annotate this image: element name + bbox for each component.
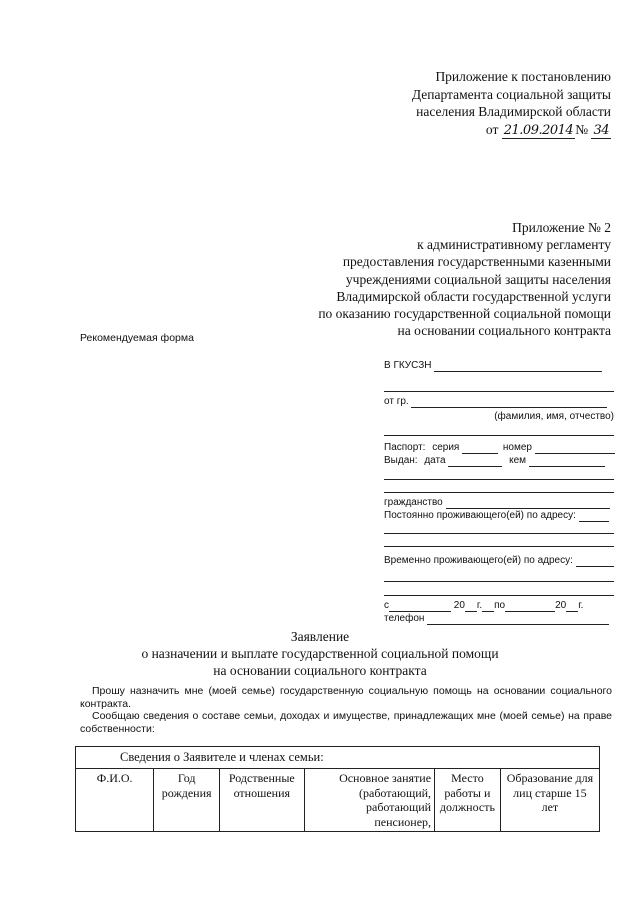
fio-note: (фамилия, имя, отчество) xyxy=(494,411,614,422)
to-label: В ГКУСЗН xyxy=(384,360,432,371)
table-section-row xyxy=(76,747,600,769)
issued-row xyxy=(384,454,614,467)
issued-by-cont-2[interactable] xyxy=(384,482,614,493)
date-label: дата xyxy=(424,455,446,466)
issued-by-field[interactable] xyxy=(529,456,605,467)
from-row xyxy=(384,395,614,408)
column-header: Ф.И.О. xyxy=(76,769,154,832)
period-to-year-field[interactable] xyxy=(566,601,578,612)
citizenship-field[interactable] xyxy=(446,498,610,509)
appendix2-line: по оказанию государственной социальной помощи xyxy=(318,306,611,322)
passport-label: Паспорт: xyxy=(384,442,426,453)
series-field[interactable] xyxy=(462,443,498,454)
fio-field[interactable] xyxy=(411,397,607,408)
issued-by-cont-1[interactable] xyxy=(384,469,614,480)
to-field[interactable] xyxy=(434,361,602,372)
appendix2-line: Владимирской области государственной услуги xyxy=(336,288,611,304)
period-to-label: по xyxy=(494,600,506,611)
appendix2-line: учреждениями социальной защиты населения xyxy=(345,271,611,287)
appendix-header xyxy=(291,68,611,139)
to-row xyxy=(384,359,614,372)
column-header: Год рождения xyxy=(154,769,220,832)
phone-field[interactable] xyxy=(427,614,609,625)
appendix2-line: предоставления государственными казенными xyxy=(342,254,611,270)
appendix2-line: Приложение № 2 xyxy=(512,220,611,235)
column-header: Образование для лиц старше 15 лет xyxy=(500,769,599,832)
citizenship-label: гражданство xyxy=(384,497,443,508)
citizenship-row xyxy=(384,496,614,509)
table-header-row xyxy=(76,769,600,832)
fio-field-cont[interactable] xyxy=(384,425,614,436)
family-info-table xyxy=(75,746,600,832)
permanent-row xyxy=(384,509,614,522)
title-line-1: Заявление xyxy=(290,629,350,644)
application-body xyxy=(80,685,612,735)
phone-row xyxy=(384,612,614,625)
issued-label: Выдан: xyxy=(384,455,418,466)
appendix-line-1: Приложение к постановлению xyxy=(435,69,611,84)
column-header: Место работы и должность xyxy=(435,769,501,832)
title-line-3: на основании социального контракта xyxy=(213,663,427,678)
number-label: номер xyxy=(502,442,532,453)
body-paragraph-2: Сообщаю сведения о составе семьи, доходах и имуществе, принадлежащих мне (моей семье) на праве собственности: xyxy=(80,710,612,735)
by-label: кем xyxy=(509,455,527,466)
column-header: Родственные отношения xyxy=(220,769,305,832)
handwritten-date: 21.09.2014 xyxy=(503,122,574,138)
date-prefix: от xyxy=(485,121,499,137)
column-header: Основное занятие (работающий, работающий пенсионер, xyxy=(304,769,434,832)
appendix-line-3: населения Владимирской области xyxy=(416,104,611,119)
issued-date-field[interactable] xyxy=(448,456,502,467)
permanent-address-cont-2[interactable] xyxy=(384,536,614,547)
title-line-2: о назначении и выплате государственной социальной помощи xyxy=(141,646,499,661)
body-paragraph-1: Прошу назначить мне (моей семье) государственную социальную помощь на основании социального контракта. xyxy=(80,685,612,710)
period-from-label: с xyxy=(384,600,389,611)
period-to-day-field[interactable] xyxy=(505,601,555,612)
table-section-title: Сведения о Заявителе и членах семьи: xyxy=(76,747,600,769)
appendix-line-2: Департамента социальной защиты xyxy=(411,86,611,102)
period-year-label: 20 xyxy=(453,600,465,611)
temporary-label: Временно проживающего(ей) по адресу: xyxy=(384,555,573,566)
appendix-date-line xyxy=(291,121,611,140)
document-title xyxy=(0,628,640,679)
to-field-cont[interactable] xyxy=(384,381,614,392)
recommended-form-label: Рекомендуемая форма xyxy=(80,332,194,344)
period-g-label-2: г. xyxy=(578,600,584,611)
temporary-address-cont-1[interactable] xyxy=(384,571,614,582)
period-from-day-field[interactable] xyxy=(389,601,451,612)
appendix2-line: к административному регламенту xyxy=(417,237,611,253)
passport-row xyxy=(384,441,614,454)
period-year-label-2: 20 xyxy=(555,600,567,611)
period-gap xyxy=(482,601,494,612)
regulation-appendix-header xyxy=(251,219,611,339)
phone-label: телефон xyxy=(384,613,425,624)
period-from-year-field[interactable] xyxy=(465,601,477,612)
permanent-label: Постоянно проживающего(ей) по адресу: xyxy=(384,510,576,521)
appendix2-line: на основании социального контракта xyxy=(397,323,611,339)
permanent-address-cont-1[interactable] xyxy=(384,523,614,534)
permanent-address-field[interactable] xyxy=(579,511,609,522)
temporary-address-cont-2[interactable] xyxy=(384,585,614,596)
temporary-row xyxy=(384,554,614,567)
applicant-form-block xyxy=(384,359,614,625)
temporary-address-field[interactable] xyxy=(576,556,614,567)
handwritten-number: 34 xyxy=(593,122,609,138)
series-label: серия xyxy=(432,442,460,453)
from-label: от гр. xyxy=(384,396,409,407)
number-field[interactable] xyxy=(535,443,615,454)
period-row xyxy=(384,599,614,612)
number-prefix: № xyxy=(575,121,589,137)
period-g-label: г. xyxy=(476,600,483,611)
